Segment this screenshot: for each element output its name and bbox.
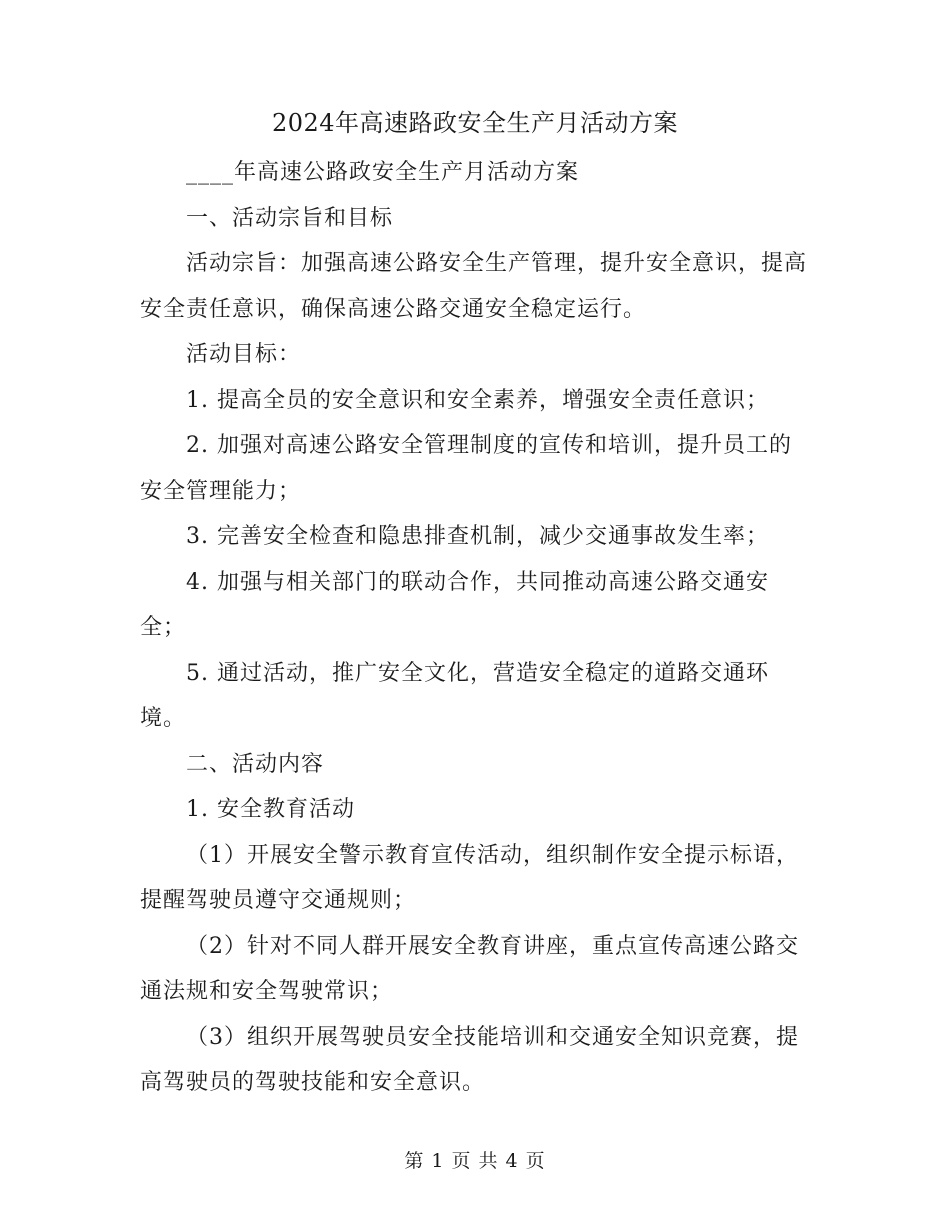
paragraph: 活动宗旨：加强高速公路安全生产管理，提升安全意识，提高安全责任意识，确保高速公路交通安全稳定运行。 — [140, 251, 808, 322]
list-item: 2. 加强对高速公路安全管理制度的宣传和培训，提升员工的安全管理能力； — [140, 433, 792, 504]
list-item: 5. 通过活动，推广安全文化，营造安全稳定的道路交通环境。 — [140, 660, 769, 731]
section-heading: 一、活动宗旨和目标 — [186, 205, 394, 231]
page-footer: 第 1 页 共 4 页 — [404, 1150, 546, 1172]
document-title: 2024年高速路政安全生产月活动方案 — [271, 109, 679, 137]
list-item: （3）组织开展驾驶员安全技能培训和交通安全知识竞赛，提高驾驶员的驾驶技能和安全意识。 — [140, 1024, 799, 1095]
subsection-heading: 1. 安全教育活动 — [186, 797, 355, 822]
list-item: 1. 提高全员的安全意识和安全素养，增强安全责任意识； — [186, 387, 769, 413]
list-item: 4. 加强与相关部门的联动合作，共同推动高速公路交通安全； — [140, 569, 769, 640]
list-item: 3. 完善安全检查和隐患排查机制，减少交通事故发生率； — [186, 524, 769, 549]
list-item: （1）开展安全警示教育宣传活动，组织制作安全提示标语，提醒驾驶员遵守交通规则； — [140, 842, 799, 913]
paragraph: ____年高速公路政安全生产月活动方案 — [186, 160, 580, 185]
list-item: （2）针对不同人群开展安全教育讲座，重点宣传高速公路交通法规和安全驾驶常识； — [140, 933, 799, 1004]
document-body — [140, 150, 810, 1106]
paragraph: 活动目标： — [186, 342, 302, 367]
section-heading: 二、活动内容 — [186, 751, 325, 777]
